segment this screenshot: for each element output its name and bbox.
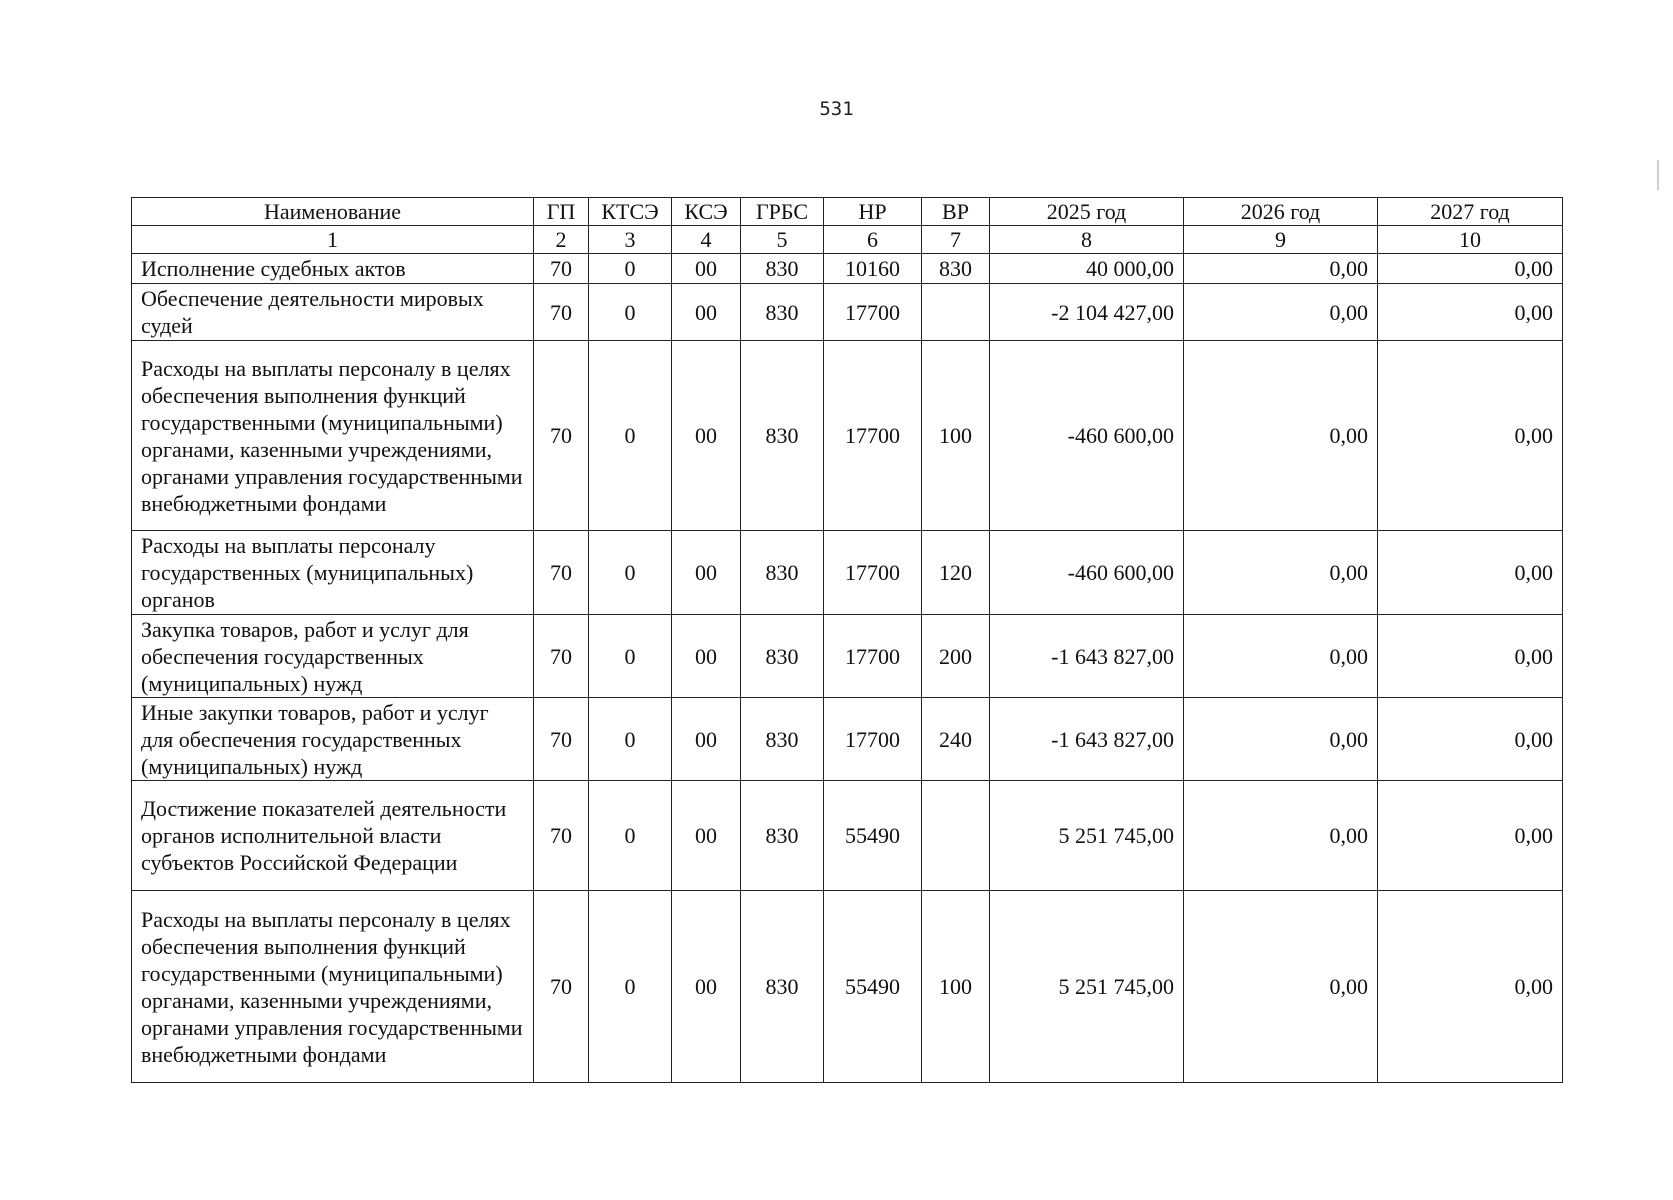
cell-kse: 00	[672, 254, 741, 284]
cell-gp: 70	[534, 254, 589, 284]
cell-2025: -460 600,00	[990, 341, 1184, 531]
col-header-2027: 2027 год	[1378, 198, 1563, 226]
cell-2026: 0,00	[1184, 781, 1378, 891]
cell-2025: 5 251 745,00	[990, 891, 1184, 1083]
col-header-2025: 2025 год	[990, 198, 1184, 226]
cell-nr: 55490	[824, 891, 922, 1083]
cell-2025: -1 643 827,00	[990, 698, 1184, 781]
index-cell: 4	[672, 226, 741, 254]
index-cell: 3	[589, 226, 672, 254]
cell-ktse: 0	[589, 284, 672, 341]
budget-table	[131, 197, 1563, 1083]
cell-nr: 10160	[824, 254, 922, 284]
page-number: 531	[819, 98, 854, 120]
cell-vr: 100	[922, 891, 990, 1083]
cell-kse: 00	[672, 615, 741, 698]
table-row	[132, 698, 1563, 781]
index-cell: 5	[741, 226, 824, 254]
index-row	[132, 226, 1563, 254]
header-row	[132, 198, 1563, 226]
index-cell: 1	[132, 226, 534, 254]
row-name: Расходы на выплаты персоналу государственных (муниципальных) органов	[132, 531, 534, 615]
table-row	[132, 341, 1563, 531]
table-row	[132, 284, 1563, 341]
row-name: Закупка товаров, работ и услуг для обеспечения государственных (муниципальных) нужд	[132, 615, 534, 698]
cell-grbs: 830	[741, 891, 824, 1083]
table-row	[132, 781, 1563, 891]
cell-2026: 0,00	[1184, 531, 1378, 615]
col-header-ktse: КТСЭ	[589, 198, 672, 226]
col-header-2026: 2026 год	[1184, 198, 1378, 226]
cell-grbs: 830	[741, 781, 824, 891]
cell-2025: -2 104 427,00	[990, 284, 1184, 341]
cell-gp: 70	[534, 891, 589, 1083]
cell-ktse: 0	[589, 891, 672, 1083]
cell-ktse: 0	[589, 698, 672, 781]
cell-gp: 70	[534, 781, 589, 891]
cell-2027: 0,00	[1378, 698, 1563, 781]
row-name: Достижение показателей деятельности органов исполнительной власти субъектов Российской Федерации	[132, 781, 534, 891]
cell-nr: 17700	[824, 698, 922, 781]
col-header-name: Наименование	[132, 198, 534, 226]
cell-nr: 17700	[824, 341, 922, 531]
cell-ktse: 0	[589, 531, 672, 615]
cell-vr: 240	[922, 698, 990, 781]
cell-grbs: 830	[741, 284, 824, 341]
cell-2025: -460 600,00	[990, 531, 1184, 615]
cell-kse: 00	[672, 284, 741, 341]
cell-gp: 70	[534, 615, 589, 698]
cell-2026: 0,00	[1184, 698, 1378, 781]
cell-grbs: 830	[741, 254, 824, 284]
row-name: Обеспечение деятельности мировых судей	[132, 284, 534, 341]
table-row	[132, 254, 1563, 284]
cell-2027: 0,00	[1378, 531, 1563, 615]
index-cell: 6	[824, 226, 922, 254]
cell-gp: 70	[534, 531, 589, 615]
table-row	[132, 615, 1563, 698]
row-name: Иные закупки товаров, работ и услуг для обеспечения государственных (муниципальных) нужд	[132, 698, 534, 781]
row-name: Расходы на выплаты персоналу в целях обеспечения выполнения функций государственными (муниципальными) органами, казенными учреждениями, органами управления государственными внебюджетными фондами	[132, 891, 534, 1083]
cell-grbs: 830	[741, 615, 824, 698]
index-cell: 2	[534, 226, 589, 254]
cell-gp: 70	[534, 698, 589, 781]
cell-2027: 0,00	[1378, 891, 1563, 1083]
row-name: Расходы на выплаты персоналу в целях обеспечения выполнения функций государственными (муниципальными) органами, казенными учреждениями, органами управления государственными внебюджетными фондами	[132, 341, 534, 531]
index-cell: 8	[990, 226, 1184, 254]
cell-2027: 0,00	[1378, 781, 1563, 891]
cell-2027: 0,00	[1378, 284, 1563, 341]
cell-vr	[922, 781, 990, 891]
cell-2026: 0,00	[1184, 254, 1378, 284]
cell-2025: 5 251 745,00	[990, 781, 1184, 891]
cell-kse: 00	[672, 341, 741, 531]
cell-grbs: 830	[741, 341, 824, 531]
cell-nr: 17700	[824, 284, 922, 341]
table-row	[132, 531, 1563, 615]
cell-kse: 00	[672, 781, 741, 891]
cell-kse: 00	[672, 531, 741, 615]
scan-artifact	[1657, 160, 1659, 190]
cell-kse: 00	[672, 698, 741, 781]
index-cell: 10	[1378, 226, 1563, 254]
cell-vr: 100	[922, 341, 990, 531]
col-header-nr: НР	[824, 198, 922, 226]
cell-2025: 40 000,00	[990, 254, 1184, 284]
cell-ktse: 0	[589, 781, 672, 891]
cell-vr: 120	[922, 531, 990, 615]
cell-2026: 0,00	[1184, 615, 1378, 698]
cell-ktse: 0	[589, 341, 672, 531]
cell-nr: 17700	[824, 615, 922, 698]
cell-2026: 0,00	[1184, 341, 1378, 531]
cell-2025: -1 643 827,00	[990, 615, 1184, 698]
cell-2027: 0,00	[1378, 615, 1563, 698]
cell-gp: 70	[534, 284, 589, 341]
cell-nr: 55490	[824, 781, 922, 891]
index-cell: 7	[922, 226, 990, 254]
col-header-gp: ГП	[534, 198, 589, 226]
table-row	[132, 891, 1563, 1083]
cell-gp: 70	[534, 341, 589, 531]
col-header-kse: КСЭ	[672, 198, 741, 226]
cell-kse: 00	[672, 891, 741, 1083]
cell-2026: 0,00	[1184, 284, 1378, 341]
cell-2027: 0,00	[1378, 341, 1563, 531]
col-header-grbs: ГРБС	[741, 198, 824, 226]
cell-2026: 0,00	[1184, 891, 1378, 1083]
cell-grbs: 830	[741, 531, 824, 615]
col-header-vr: ВР	[922, 198, 990, 226]
cell-2027: 0,00	[1378, 254, 1563, 284]
cell-ktse: 0	[589, 615, 672, 698]
cell-vr	[922, 284, 990, 341]
index-cell: 9	[1184, 226, 1378, 254]
cell-grbs: 830	[741, 698, 824, 781]
cell-ktse: 0	[589, 254, 672, 284]
cell-nr: 17700	[824, 531, 922, 615]
cell-vr: 200	[922, 615, 990, 698]
row-name: Исполнение судебных актов	[132, 254, 534, 284]
cell-vr: 830	[922, 254, 990, 284]
